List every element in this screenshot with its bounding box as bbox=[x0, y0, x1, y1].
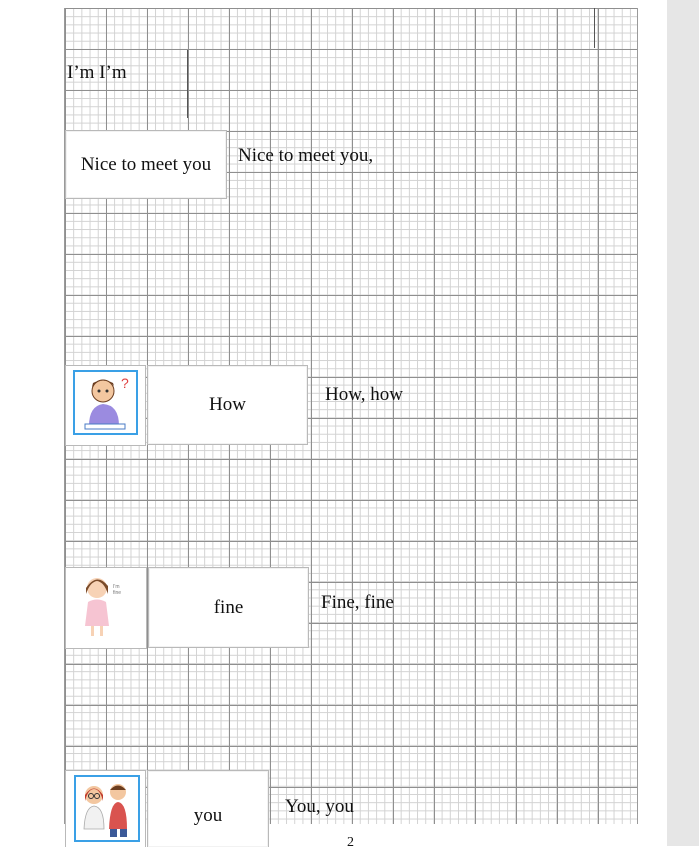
girl-fine-icon bbox=[66, 568, 146, 648]
phrase-text: Nice to meet you, bbox=[238, 145, 374, 166]
word-card-how bbox=[147, 365, 308, 445]
picture-card bbox=[65, 567, 147, 649]
word-card-label: Nice to meet you bbox=[80, 153, 212, 175]
two-children-icon bbox=[74, 775, 140, 842]
word-card-you bbox=[147, 770, 269, 847]
word-card-label: you bbox=[193, 805, 223, 826]
thinking-boy-icon bbox=[73, 370, 138, 435]
word-card-label: fine bbox=[213, 596, 244, 618]
page-number: 2 bbox=[347, 835, 354, 850]
word-card-fine bbox=[148, 567, 309, 648]
intro-text: I’m I’m bbox=[67, 62, 127, 83]
phrase-text: Fine, fine bbox=[321, 592, 394, 613]
word-card-label: How bbox=[209, 394, 246, 415]
viewer-sidebar bbox=[667, 0, 699, 846]
grid-rule bbox=[594, 8, 595, 48]
image-caption: I'm fine bbox=[113, 584, 122, 596]
word-card-nice-to-meet-you bbox=[65, 130, 227, 199]
svg-text:?: ? bbox=[121, 375, 129, 391]
phrase-text: You, you bbox=[285, 796, 354, 817]
phrase-text: How, how bbox=[325, 384, 403, 405]
picture-card bbox=[65, 365, 146, 446]
picture-card bbox=[65, 770, 146, 847]
grid-rule bbox=[187, 50, 188, 118]
